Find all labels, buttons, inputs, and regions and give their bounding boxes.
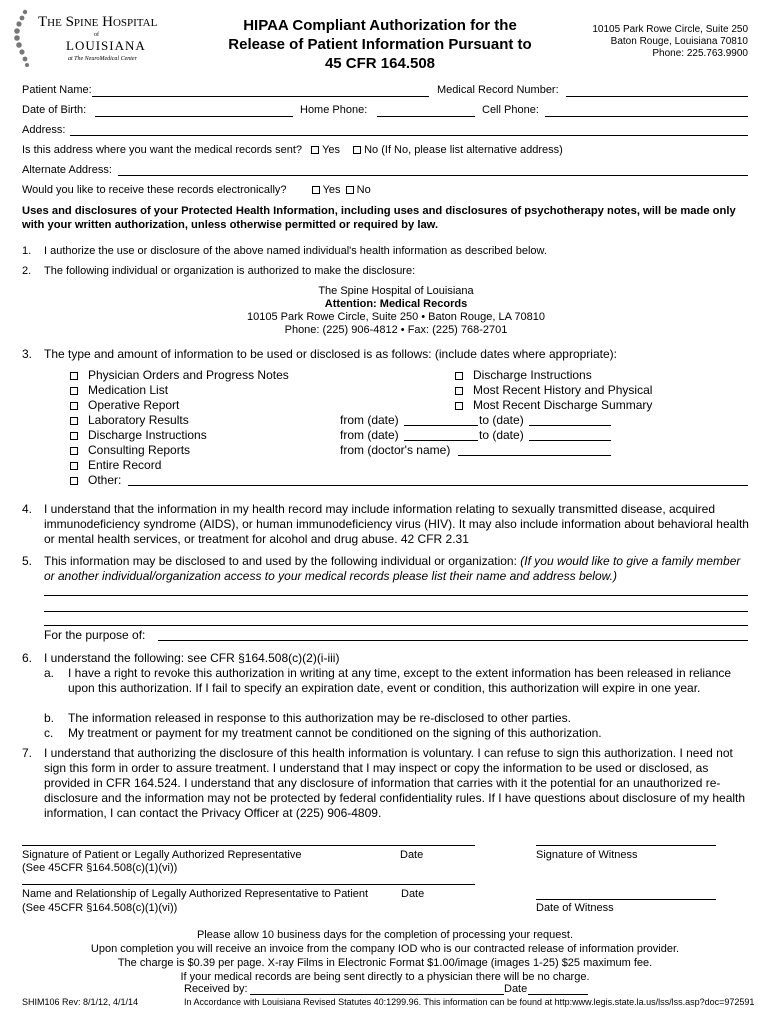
received-date-field[interactable] <box>528 994 588 995</box>
from-doctor-field[interactable] <box>458 455 611 456</box>
info-type-right-option[interactable] <box>455 368 652 383</box>
item-5-number: 5. <box>22 554 33 568</box>
info-type-left-option-label: Discharge Instructions <box>88 428 207 442</box>
info-type-left-checkbox[interactable] <box>70 477 78 485</box>
info-type-right-checkbox[interactable] <box>455 372 463 380</box>
info-type-left-option[interactable] <box>70 383 289 398</box>
from-date-1-field[interactable] <box>404 425 478 426</box>
item-6a-letter: a. <box>44 666 55 680</box>
alt-address-label: Alternate Address: <box>22 164 112 176</box>
electronic-yes-checkbox[interactable] <box>312 186 320 194</box>
item-6c-letter: c. <box>44 726 54 740</box>
item-1-number: 1. <box>22 245 32 257</box>
patient-name-field[interactable] <box>92 96 429 97</box>
info-type-left-checkbox[interactable] <box>70 447 78 455</box>
info-type-right-option[interactable] <box>455 398 652 413</box>
info-type-left-checkbox[interactable] <box>70 462 78 470</box>
item-5-note: (If you would like to give a family member or another individual/organization access to your medical records please list their name and address below.) <box>44 554 741 583</box>
item-6c-text: My treatment or payment for my treatment cannot be conditioned on the signing of this authorization. <box>68 726 602 740</box>
info-type-left-option-label: Consulting Reports <box>88 443 191 457</box>
send-no-checkbox[interactable] <box>353 146 361 154</box>
title-line3: 45 CFR 164.508 <box>324 55 436 72</box>
footer-line-2: Upon completion you will receive an invoice from the company IOD who is our contracted release of information provider. <box>90 943 680 955</box>
from-date-1-label: from (date) <box>340 413 399 427</box>
footer-line-1: Please allow 10 business days for the completion of processing your request. <box>196 929 574 941</box>
info-type-left-option-label: Medication List <box>88 383 169 397</box>
received-by-label: Received by: <box>184 983 248 995</box>
send-question <box>22 144 563 156</box>
logo-line3: LOUISIANA <box>66 38 146 53</box>
send-question-text: Is this address where you want the medical records sent? <box>22 144 303 156</box>
other-field[interactable] <box>128 485 748 486</box>
purpose-label: For the purpose of: <box>44 628 146 642</box>
mrn-label: Medical Record Number: <box>437 84 559 96</box>
privacy-notice: Uses and disclosures of your Protected Health Information, including uses and disclosures of psychotherapy notes, will be made only with your written authorization, unless otherwise permitted or required by law. <box>22 205 736 231</box>
form-title <box>225 16 535 73</box>
info-type-right-option-label: Most Recent History and Physical <box>473 383 653 397</box>
item-1-text: I authorize the use or disclosure of the above named individual's health information as described below. <box>44 245 547 257</box>
item-2-number: 2. <box>22 265 32 277</box>
org-address: 10105 Park Rowe Circle, Suite 250 • Baton Rouge, LA 70810 <box>247 311 545 323</box>
info-type-left-option-label: Entire Record <box>88 458 162 472</box>
item-7-number: 7. <box>22 746 33 760</box>
item-7-text: I understand that authorizing the disclosure of this health information is voluntary. I can refuse to sign this authorization. I need not sign this form in order to assure treatment. I understand that I may inspect or copy the information to be used or disclosed, as provided in CFR 164.524. I understand that any disclosure of information that carries with it the potential for an unauthorized re-disclosure and the information may not be protected by federal confidentiality rules. If I have questions about disclosure of my health information, I can contact the Privacy Officer at (225) 906-4809. <box>44 746 746 820</box>
item-4-text: I understand that the information in my health record may include information relating to sexually transmitted disease, acquired immunodeficiency syndrome (AIDS), or human immunodeficiency virus (HIV). It may also include information about behavioral health or mental health services, or treatment for alcohol and drug abuse. 42 CFR 2.31 <box>44 502 749 546</box>
representative-ref: (See 45CFR §164.508(c)(1)(vi)) <box>22 902 178 914</box>
info-type-left-checkbox[interactable] <box>70 417 78 425</box>
patient-signature-ref: (See 45CFR §164.508(c)(1)(vi)) <box>22 862 178 874</box>
recipient-line-2[interactable] <box>44 611 748 612</box>
cell-phone-field[interactable] <box>545 116 748 117</box>
item-6b-text: The information released in response to this authorization may be re-disclosed to other parties. <box>68 711 571 725</box>
info-type-left-option-label: Physician Orders and Progress Notes <box>88 368 289 382</box>
witness-signature-field[interactable] <box>536 845 716 846</box>
patient-signature-label: Signature of Patient or Legally Authorized Representative <box>22 849 302 861</box>
header-addr-line2: Baton Rouge, Louisiana 70810 <box>610 36 748 47</box>
info-type-right-checkbox[interactable] <box>455 402 463 410</box>
info-type-right-option-label: Discharge Instructions <box>473 368 592 382</box>
item-5-main: This information may be disclosed to and used by the following individual or organization: <box>44 554 517 568</box>
send-no-label: No (If No, please list alternative address) <box>364 144 563 156</box>
purpose-field[interactable] <box>158 640 748 641</box>
item-3-text: The type and amount of information to be used or disclosed is as follows: (include dates where appropriate): <box>44 347 617 361</box>
home-phone-label: Home Phone: <box>300 104 368 116</box>
item-2-text: The following individual or organization is authorized to make the disclosure: <box>44 265 416 277</box>
org-attention: Attention: Medical Records <box>324 298 468 310</box>
footer-line-4: If your medical records are being sent directly to a physician there will be no charge. <box>180 971 590 983</box>
info-type-left-option[interactable] <box>70 398 289 413</box>
electronic-no-checkbox[interactable] <box>346 186 354 194</box>
info-type-left-option-label: Other: <box>88 473 122 487</box>
title-line1: HIPAA Compliant Authorization for the <box>243 17 517 34</box>
signature-date-label: Date <box>400 849 424 861</box>
received-by-field[interactable] <box>250 994 504 995</box>
recipient-line-1[interactable] <box>44 595 748 596</box>
from-date-2-field[interactable] <box>404 440 478 441</box>
address-label: Address: <box>22 124 66 136</box>
info-type-left-option[interactable] <box>70 458 289 473</box>
to-date-1-field[interactable] <box>529 425 611 426</box>
witness-signature-label: Signature of Witness <box>536 849 638 861</box>
left-options-list <box>70 368 289 488</box>
info-type-right-option-label: Most Recent Discharge Summary <box>473 398 653 412</box>
header-addr-line1: 10105 Park Rowe Circle, Suite 250 <box>592 24 748 35</box>
item-6-number: 6. <box>22 651 33 665</box>
from-date-2-label: from (date) <box>340 428 399 442</box>
info-type-left-checkbox[interactable] <box>70 372 78 380</box>
dob-label: Date of Birth: <box>22 104 87 116</box>
spine-logo-icon <box>10 8 40 70</box>
header-address <box>592 24 748 60</box>
org-phone: Phone: (225) 906-4812 • Fax: (225) 768-2701 <box>284 324 508 336</box>
info-type-left-option[interactable] <box>70 413 289 428</box>
representative-date-label: Date <box>401 888 425 900</box>
info-type-left-option[interactable] <box>70 443 289 458</box>
to-date-1-label: to (date) <box>479 413 524 427</box>
address-field[interactable] <box>70 135 748 136</box>
info-type-right-checkbox[interactable] <box>455 387 463 395</box>
representative-label: Name and Relationship of Legally Authorized Representative to Patient <box>22 888 369 900</box>
info-type-left-checkbox[interactable] <box>70 387 78 395</box>
witness-date-field[interactable] <box>536 899 716 900</box>
mrn-field[interactable] <box>566 96 748 97</box>
logo-line4: at The NeuroMedical Center <box>68 56 137 62</box>
to-date-2-field[interactable] <box>529 440 611 441</box>
footer-line-3: The charge is $0.39 per page. X-ray Films in Electronic Format $1.00/image (images 1-25) $25 maximum fee. <box>117 957 653 969</box>
item-4-number: 4. <box>22 502 33 516</box>
org-name: The Spine Hospital of Louisiana <box>318 285 474 297</box>
received-date-label: Date <box>504 983 528 995</box>
from-doctor-label: from (doctor's name) <box>340 443 451 457</box>
info-type-left-checkbox[interactable] <box>70 402 78 410</box>
right-options-list <box>455 368 652 413</box>
statute-note: In Accordance with Louisiana Revised Statutes 40:1299.96. This information can be found at http:www.legis.state.la.us/lss/lss.asp?doc=972591 <box>184 997 755 1007</box>
send-yes-checkbox[interactable] <box>311 146 319 154</box>
info-type-left-option[interactable] <box>70 368 289 383</box>
electronic-yes-label: Yes <box>322 184 341 196</box>
info-type-left-option[interactable] <box>70 428 289 443</box>
footer-notes <box>0 928 770 984</box>
electronic-question-text: Would you like to receive these records electronically? <box>22 184 287 196</box>
home-phone-field[interactable] <box>377 116 475 117</box>
item-6b-letter: b. <box>44 711 55 725</box>
info-type-right-option[interactable] <box>455 383 652 398</box>
patient-name-label: Patient Name: <box>22 84 92 96</box>
item-3-number: 3. <box>22 347 33 361</box>
logo-line1: The Spine Hospital <box>38 14 158 30</box>
cell-phone-label: Cell Phone: <box>482 104 539 116</box>
item-5-text <box>44 554 749 584</box>
logo-line2: of <box>94 32 99 38</box>
to-date-2-label: to (date) <box>479 428 524 442</box>
title-line2: Release of Patient Information Pursuant to <box>228 36 532 53</box>
alt-address-field[interactable] <box>118 175 748 176</box>
patient-signature-field[interactable] <box>22 845 475 846</box>
info-type-left-option-label: Laboratory Results <box>88 413 189 427</box>
revision-info: SHIM106 Rev: 8/1/12, 4/1/14 <box>22 997 139 1007</box>
info-type-left-checkbox[interactable] <box>70 432 78 440</box>
purpose-line-top[interactable] <box>44 625 748 626</box>
item-6-text: I understand the following: see CFR §164.508(c)(2)(i-iii) <box>44 651 340 665</box>
header-addr-line3: Phone: 225.763.9900 <box>652 48 748 59</box>
info-type-left-option-label: Operative Report <box>88 398 180 412</box>
hospital-logo <box>8 8 183 70</box>
disclosing-org <box>196 285 596 337</box>
representative-field[interactable] <box>22 884 475 885</box>
send-yes-label: Yes <box>322 144 341 156</box>
witness-date-label: Date of Witness <box>536 902 614 914</box>
electronic-no-label: No <box>356 184 371 196</box>
item-6a-text: I have a right to revoke this authorization in writing at any time, except to the extent information has been released in reliance upon this authorization. If I fail to specify an expiration date, event or condition, this authorization will expire in one year. <box>68 666 732 695</box>
dob-field[interactable] <box>95 116 293 117</box>
electronic-question <box>22 184 371 196</box>
